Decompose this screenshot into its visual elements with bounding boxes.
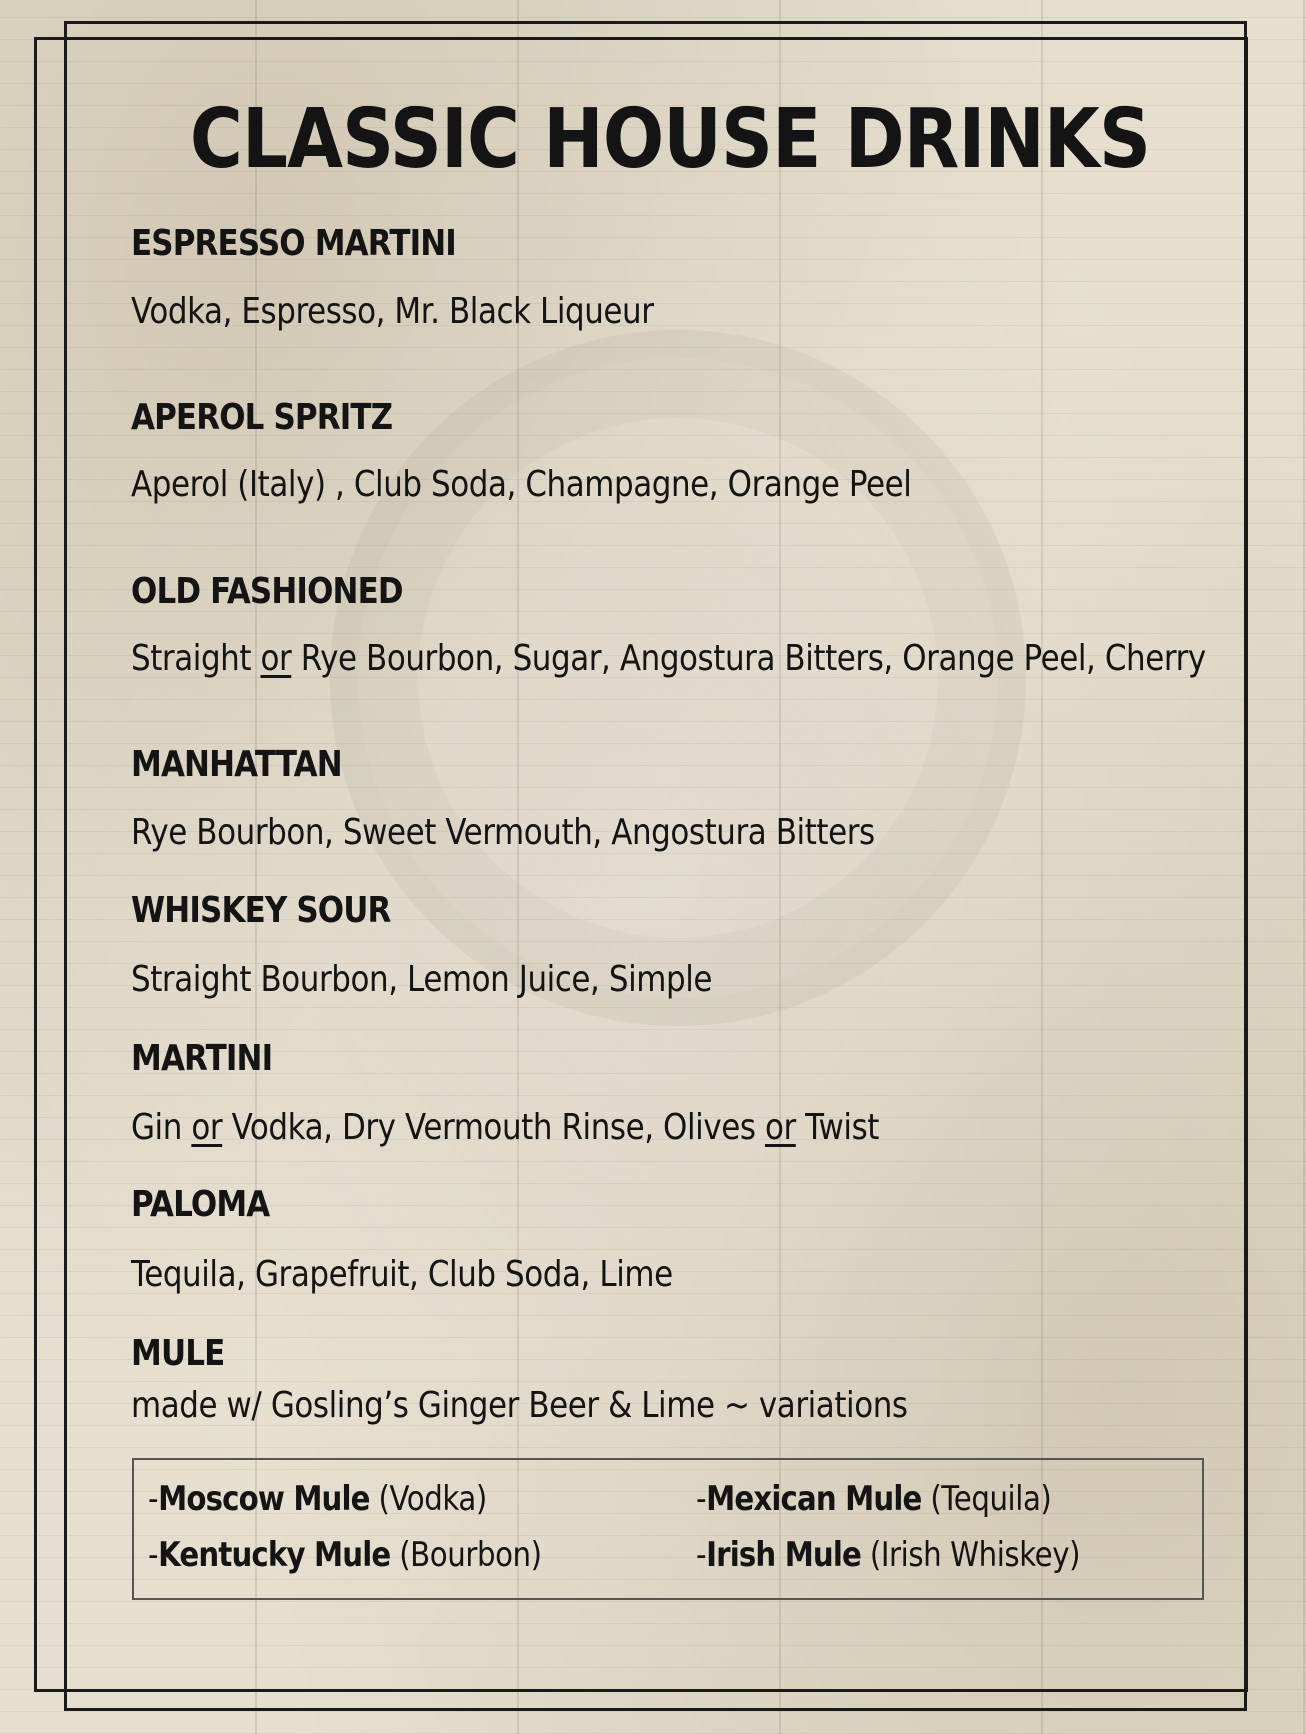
variation-prefix: - [696, 1479, 707, 1519]
mule-variations-box [132, 1458, 1204, 1600]
desc-part-underlined-or: or [764, 1107, 796, 1148]
drink-name-paloma: PALOMA [131, 1184, 270, 1225]
drink-description-whiskey-sour: Straight Bourbon, Lemon Juice, Simple [131, 959, 713, 1000]
drink-name-manhattan: MANHATTAN [131, 744, 342, 785]
desc-part-underlined-or: or [191, 1107, 223, 1148]
variation-name: Mexican Mule [706, 1479, 922, 1519]
variation-prefix: - [148, 1479, 159, 1519]
mule-variation-kentucky [148, 1534, 542, 1576]
drink-description-aperol-spritz: Aperol (Italy) , Club Soda, Champagne, Orange Peel [131, 464, 912, 505]
menu-title: CLASSIC HOUSE DRINKS [189, 92, 1151, 187]
variation-name: Irish Mule [706, 1535, 862, 1575]
drink-name-whiskey-sour: WHISKEY SOUR [131, 890, 391, 931]
variation-spirit: (Tequila) [921, 1479, 1052, 1519]
drink-description-espresso-martini: Vodka, Espresso, Mr. Black Liqueur [131, 291, 654, 332]
variation-spirit: (Vodka) [369, 1479, 487, 1519]
mule-variation-mexican [696, 1478, 1051, 1520]
desc-part: Gin [131, 1107, 192, 1148]
variation-prefix: - [696, 1535, 707, 1575]
variation-name: Kentucky Mule [158, 1535, 391, 1575]
variation-prefix: - [148, 1535, 159, 1575]
drink-description-martini [131, 1106, 879, 1150]
drink-description-old-fashioned [131, 637, 1206, 681]
drink-name-mule: MULE [131, 1333, 225, 1374]
desc-part: Straight [131, 638, 261, 679]
drink-description-manhattan: Rye Bourbon, Sweet Vermouth, Angostura Bitters [131, 812, 875, 853]
desc-part-underlined-or: or [260, 638, 292, 679]
variation-name: Moscow Mule [158, 1479, 370, 1519]
mule-variation-irish [696, 1534, 1080, 1576]
desc-part: Rye Bourbon, Sugar, Angostura Bitters, Orange Peel, Cherry [291, 638, 1206, 679]
mule-variation-moscow [148, 1478, 487, 1520]
drink-description-mule: made w/ Gosling’s Ginger Beer & Lime ~ variations [131, 1385, 908, 1426]
desc-part: Twist [795, 1107, 879, 1148]
drink-name-martini: MARTINI [131, 1038, 273, 1079]
drink-name-espresso-martini: ESPRESSO MARTINI [131, 223, 456, 264]
drink-name-old-fashioned: OLD FASHIONED [131, 571, 403, 612]
variation-spirit: (Bourbon) [390, 1535, 542, 1575]
drink-name-aperol-spritz: APEROL SPRITZ [131, 397, 393, 438]
variation-spirit: (Irish Whiskey) [861, 1535, 1081, 1575]
desc-part: Vodka, Dry Vermouth Rinse, Olives [222, 1107, 765, 1148]
drink-description-paloma: Tequila, Grapefruit, Club Soda, Lime [131, 1254, 673, 1295]
